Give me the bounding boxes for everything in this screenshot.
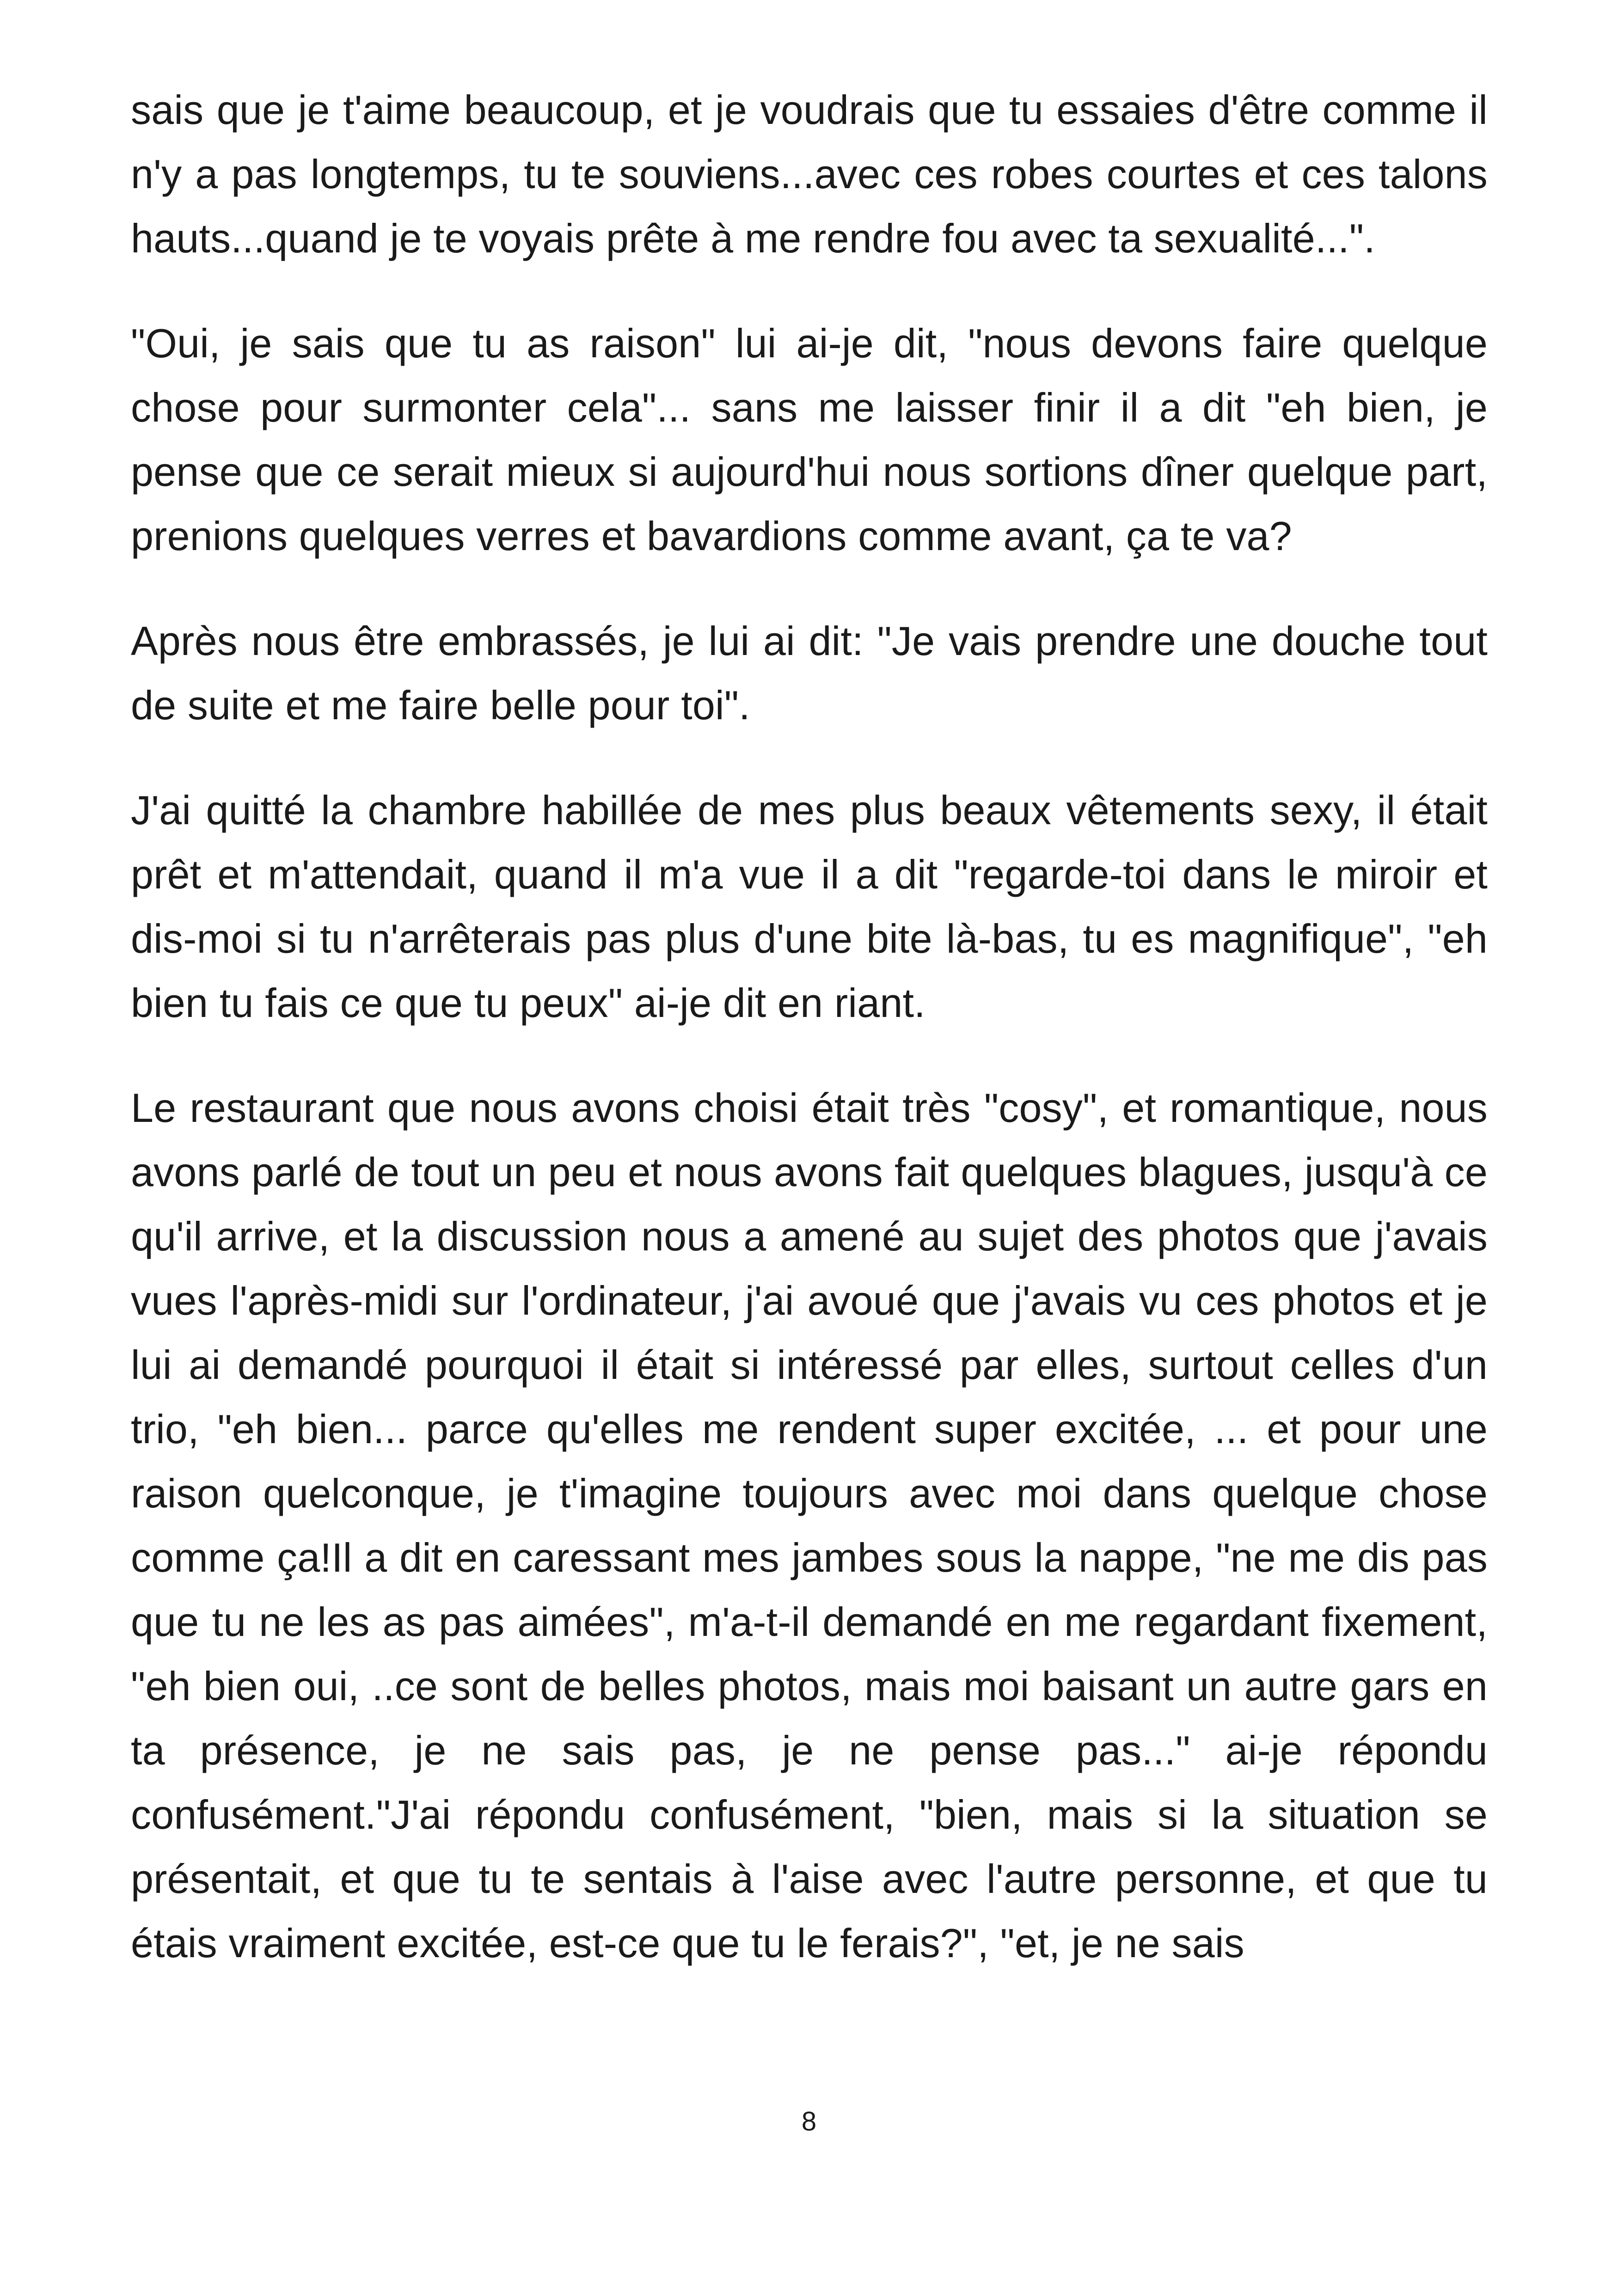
- paragraph-2: "Oui, je sais que tu as raison" lui ai-je dit, "nous devons faire quelque chose pour surmonter cela"... sans me laisser finir il a dit "eh bien, je pense que ce serait mieux si aujourd'hui nous sortions dîner quelque part, prenions quelques verres et bavardions comme avant, ça te va?: [131, 320, 1488, 559]
- paragraph-5: Le restaurant que nous avons choisi était très "cosy", et romantique, nous avons parlé de tout un peu et nous avons fait quelques blagues, jusqu'à ce qu'il arrive, et la discussion nous a amené au sujet des photos que j'avais vues l'après-midi sur l'ordinateur, j'ai avoué que j'avais vu ces photos et je lui ai demandé pourquoi il était si intéressé par elles, surtout celles d'un trio, "eh bien... parce qu'elles me rendent super excitée, ... et pour une raison quelconque, je t'imagine toujours avec moi dans quelque chose comme ça!Il a dit en caressant mes jambes sous la nappe, "ne me dis pas que tu ne les as pas aimées", m'a-t-il demandé en me regardant fixement, "eh bien oui, ..ce sont de belles photos, mais moi baisant un autre gars en ta présence, je ne sais pas, je ne pense pas..." ai-je répondu confusément."J'ai répondu confusément, "bien, mais si la situation se présentait, et que tu te sentais à l'aise avec l'autre personne, et que tu étais vraiment excitée, est-ce que tu le ferais?", "et, je ne sais: [131, 1085, 1488, 1966]
- page-number: 8: [801, 2106, 817, 2137]
- document-body: [131, 78, 1488, 1975]
- paragraph-1: sais que je t'aime beaucoup, et je voudrais que tu essaies d'être comme il n'y a pas longtemps, tu te souviens...avec ces robes courtes et ces talons hauts...quand je te voyais prête à me rendre fou avec ta sexualité...".: [131, 87, 1488, 261]
- paragraph-3: Après nous être embrassés, je lui ai dit: "Je vais prendre une douche tout de suite et me faire belle pour toi".: [131, 618, 1488, 728]
- paragraph-4: J'ai quitté la chambre habillée de mes plus beaux vêtements sexy, il était prêt et m'attendait, quand il m'a vue il a dit "regarde-toi dans le miroir et dis-moi si tu n'arrêterais pas plus d'une bite là-bas, tu es magnifique", "eh bien tu fais ce que tu peux" ai-je dit en riant.: [131, 787, 1488, 1026]
